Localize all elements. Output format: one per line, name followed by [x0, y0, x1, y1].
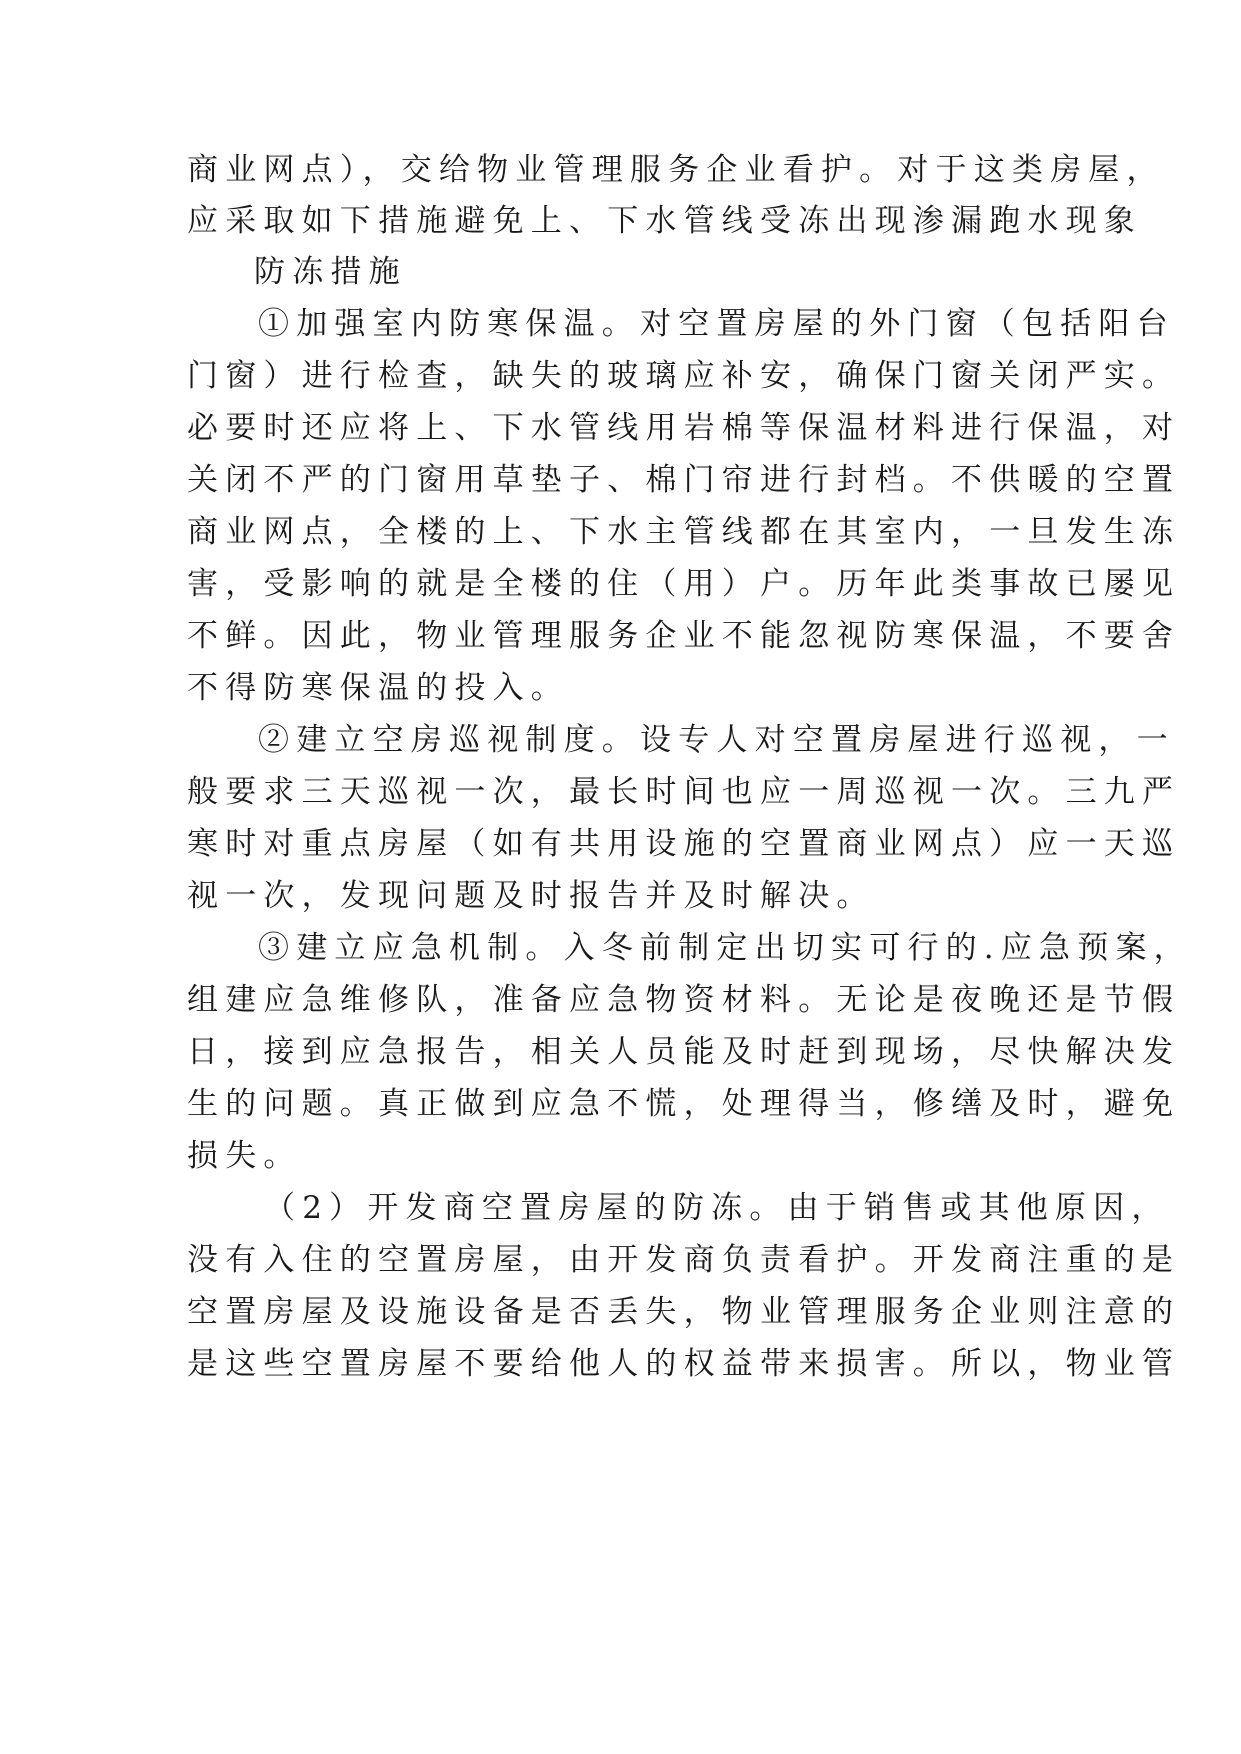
text-line: 日，接到应急报告，相关人员能及时赶到现场，尽快解决发 — [187, 1034, 1181, 1070]
text-line: 生的问题。真正做到应急不慌，处理得当，修缮及时，避免 — [187, 1086, 1181, 1122]
text-line: 寒时对重点房屋（如有共用设施的空置商业网点）应一天巡 — [187, 826, 1181, 862]
text-line: 应采取如下措施避免上、下水管线受冻出现渗漏跑水现象 — [187, 203, 1142, 239]
text-line: 是这些空置房屋不要给他人的权益带来损害。所以，物业管 — [187, 1346, 1181, 1382]
text-line: 必要时还应将上、下水管线用岩棉等保温材料进行保温，对 — [187, 410, 1181, 446]
list-item-2-text: ②建立空房巡视制度。设专人对空置房屋进行巡视，一 — [258, 722, 1175, 758]
subsection-text: （2）开发商空置房屋的防冻。由于销售或其他原因， — [264, 1190, 1170, 1226]
text-line: 不鲜。因此，物业管理服务企业不能忽视防寒保温，不要舍 — [187, 618, 1181, 654]
list-item-3-text: ③建立应急机制。入冬前制定出切实可行的.应急预案， — [258, 930, 1192, 966]
text-line: 损失。 — [187, 1138, 302, 1174]
text-line: 商业网点），交给物业管理服务企业看护。对于这类房屋， — [187, 152, 1165, 188]
text-line: 空置房屋及设施设备是否丢失，物业管理服务企业则注意的 — [187, 1294, 1181, 1330]
text-line: 组建应急维修队，准备应急物资材料。无论是夜晚还是节假 — [187, 982, 1181, 1018]
text-line: 商业网点，全楼的上、下水主管线都在其室内，一旦发生冻 — [187, 514, 1181, 550]
section-heading: 防冻措施 — [254, 254, 407, 290]
text-line: 门窗）进行检查，缺失的玻璃应补安，确保门窗关闭严实。 — [187, 358, 1181, 394]
text-line: 关闭不严的门窗用草垫子、棉门帘进行封档。不供暖的空置 — [187, 462, 1181, 498]
text-line: 视一次，发现问题及时报告并及时解决。 — [187, 878, 875, 914]
list-item-1-text: ①加强室内防寒保温。对空置房屋的外门窗（包括阳台 — [258, 306, 1175, 342]
text-line: 害，受影响的就是全楼的住（用）户。历年此类事故已屡见 — [187, 566, 1181, 602]
text-line: 没有入住的空置房屋，由开发商负责看护。开发商注重的是 — [187, 1242, 1181, 1278]
text-line: 不得防寒保温的投入。 — [187, 670, 569, 706]
text-line: 般要求三天巡视一次，最长时间也应一周巡视一次。三九严 — [187, 774, 1181, 810]
